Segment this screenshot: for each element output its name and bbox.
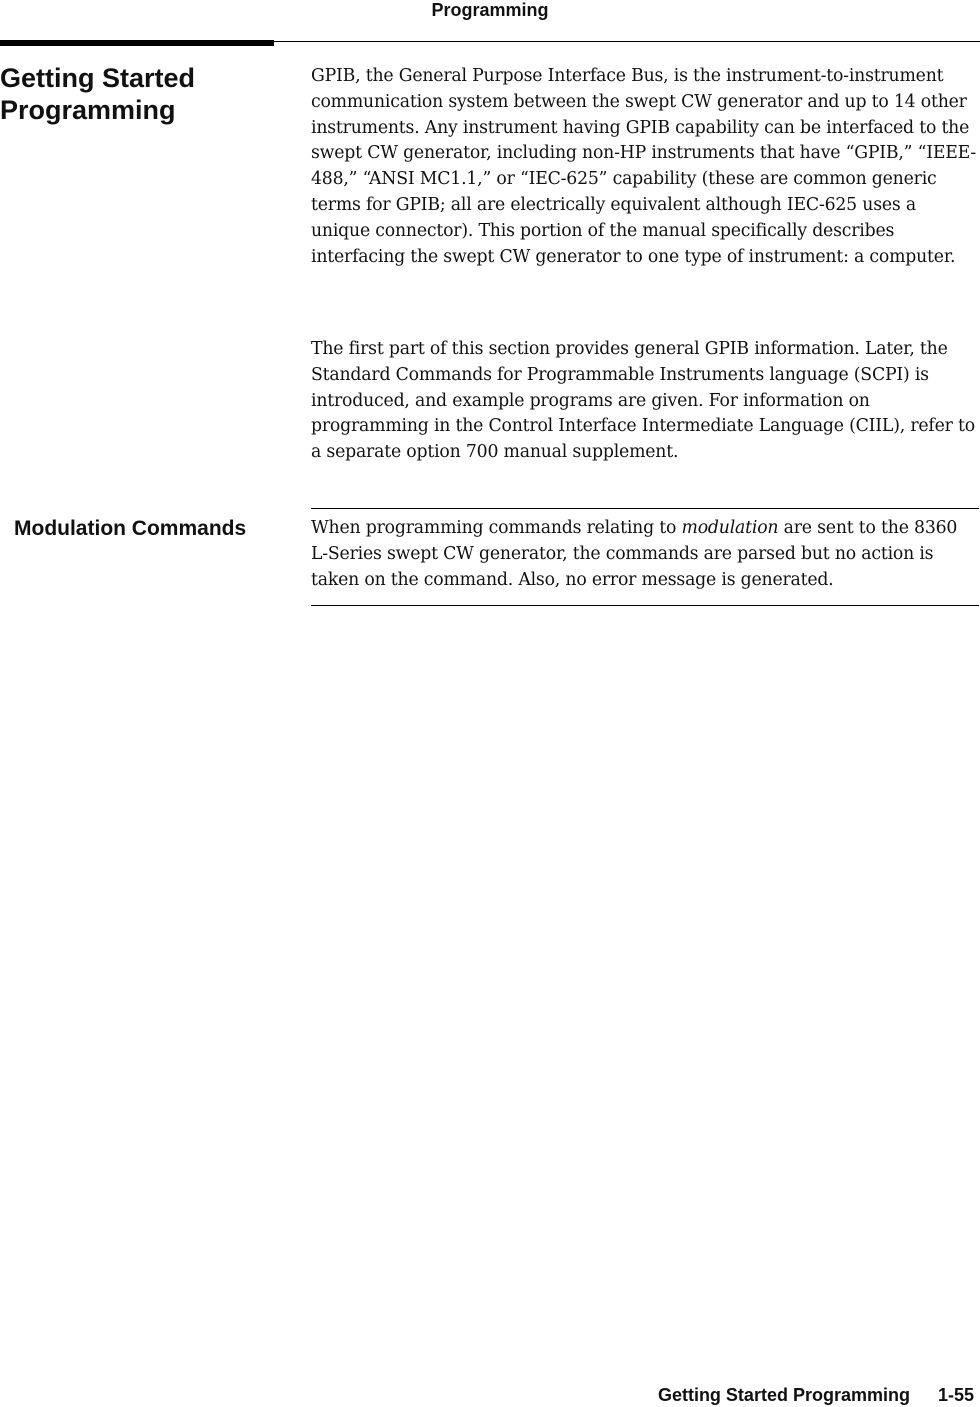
text-run: are sent to the 8360 L-Series swept CW generator, the commands are parsed but no action is taken on the command. Also, no error message is generated.: [311, 518, 958, 590]
intro-paragraph: [311, 64, 979, 270]
text-run: When programming commands relating to: [311, 518, 682, 538]
paragraph-text: GPIB, the General Purpose Interface Bus, is the instrument-to-instrument communication system between the swept CW generator and up to 14 other instruments. Any instrument having GPIB capability can be interfaced to the swept CW generator, including non-HP instruments that have “GPIB,” “IEEE-488,” “ANSI MC1.1,” or “IEC-625” capability (these are common generic terms for GPIB; all are electrically equivalent although IEC-625 uses a unique connector). This portion of the manual specifically describes interfacing the swept CW generator to one type of instrument: a computer.: [311, 66, 977, 267]
overview-paragraph: [311, 337, 979, 466]
section-divider: [311, 508, 979, 509]
section-title-line-1: Getting Started: [0, 63, 196, 93]
modulation-commands-heading: Modulation Commands: [14, 517, 247, 540]
section-title: [0, 62, 290, 126]
paragraph-text: [311, 516, 979, 593]
emphasized-term: modulation: [681, 518, 779, 538]
page-footer: [658, 1384, 974, 1406]
modulation-paragraph: [311, 516, 979, 593]
footer-label: Getting Started Programming: [657, 1385, 910, 1405]
paragraph-text: The first part of this section provides general GPIB information. Later, the Standard Commands for Programmable Instruments language (SCPI) is introduced, and example programs are given. For information on programming in the Control Interface Intermediate Language (CIIL), refer to a separate option 700 manual supplement.: [311, 339, 975, 463]
header-rule-accent: [0, 40, 274, 46]
section-title-line-2: Programming: [0, 95, 176, 125]
page-number: 1-55: [937, 1385, 974, 1405]
section-end-divider: [311, 605, 979, 606]
running-header-title: Programming: [431, 0, 549, 20]
